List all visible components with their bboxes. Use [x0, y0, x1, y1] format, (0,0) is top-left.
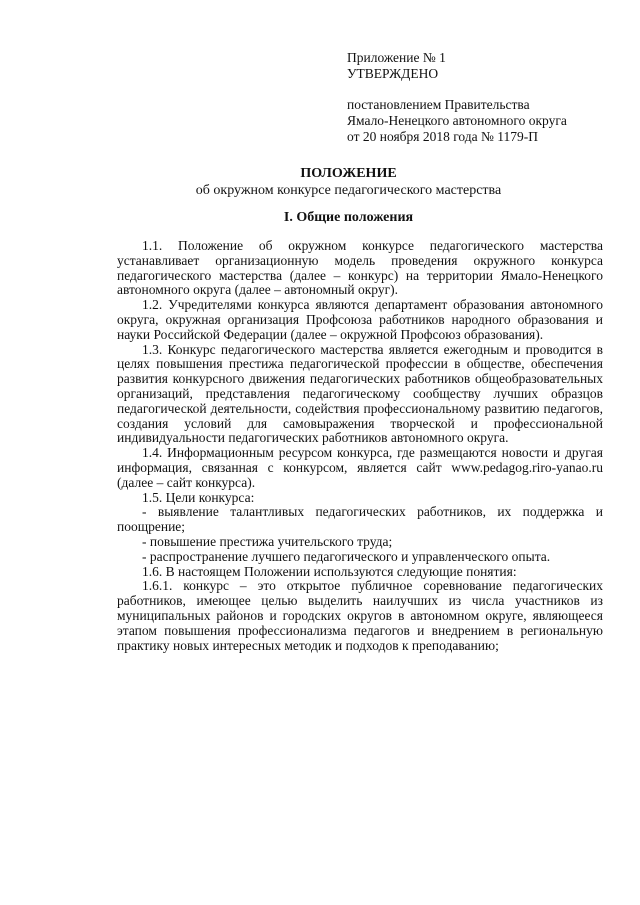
paragraph-1-1: 1.1. Положение об окружном конкурсе педагогического мастерства устанавливает организационную модель проведения окружного конкурса педагогического мастерства (далее – конкурс) на территории Ямало-Ненецкого автономного округа (далее – автономный округ). [117, 238, 603, 298]
paragraph-1-4: 1.4. Информационным ресурсом конкурса, где размещаются новости и другая информация, связанная с конкурсом, является сайт www.pedagog.riro-yanao.ru (далее – сайт конкурса). [117, 445, 603, 490]
approval-stamp [347, 50, 607, 145]
goal-item-3: - распространение лучшего педагогического и управленческого опыта. [142, 548, 551, 564]
approval-gap [347, 82, 607, 97]
section-heading: I. Общие положения [283, 210, 414, 225]
document-title: ПОЛОЖЕНИЕ [300, 166, 397, 181]
paragraph-1-5: 1.5. Цели конкурса: [142, 489, 255, 505]
approval-region: Ямало-Ненецкого автономного округа [347, 113, 567, 128]
approval-decree: постановлением Правительства [347, 97, 530, 112]
goal-item-2: - повышение престижа учительского труда; [142, 533, 393, 549]
goal-item-1: - выявление талантливых педагогических работников, их поддержка и поощрение; [117, 504, 603, 535]
title-block [96, 165, 601, 199]
approved-label: УТВЕРЖДЕНО [347, 66, 439, 81]
paragraph-1-3: 1.3. Конкурс педагогического мастерства является ежегодным и проводится в целях повышения престижа педагогической профессии в обществе, обеспечения развития конкурсного движения педагогических работников общеобразовательных организаций, представления педагогическому сообществу лучших образцов педагогической деятельности, содействия профессиональному развитию педагогов, создания условий для самовыражения творческой и профессиональной индивидуальности педагогических работников автономного округа. [117, 341, 603, 446]
document-subtitle: об окружном конкурсе педагогического мастерства [195, 183, 502, 198]
approval-date: от 20 ноября 2018 года № 1179-П [347, 129, 539, 144]
paragraph-1-6: 1.6. В настоящем Положении используются следующие понятия: [142, 563, 517, 579]
paragraph-1-6-1: 1.6.1. конкурс – это открытое публичное соревнование педагогических работников, имеющее целью выделить наилучших из числа участников из муниципальных районов и городских округов в автономном округе, являющееся этапом повышения профессионализма педагогов и внедрением в региональную практику новых интересных методик и подходов к преподаванию; [117, 578, 603, 653]
paragraph-1-2: 1.2. Учредителями конкурса являются департамент образования автономного округа, окружная организация Профсоюза работников народного образования и науки Российской Федерации (далее – окружной Профсоюз образования). [117, 297, 603, 342]
appendix-number: Приложение № 1 [347, 50, 446, 65]
body-text [117, 239, 603, 653]
